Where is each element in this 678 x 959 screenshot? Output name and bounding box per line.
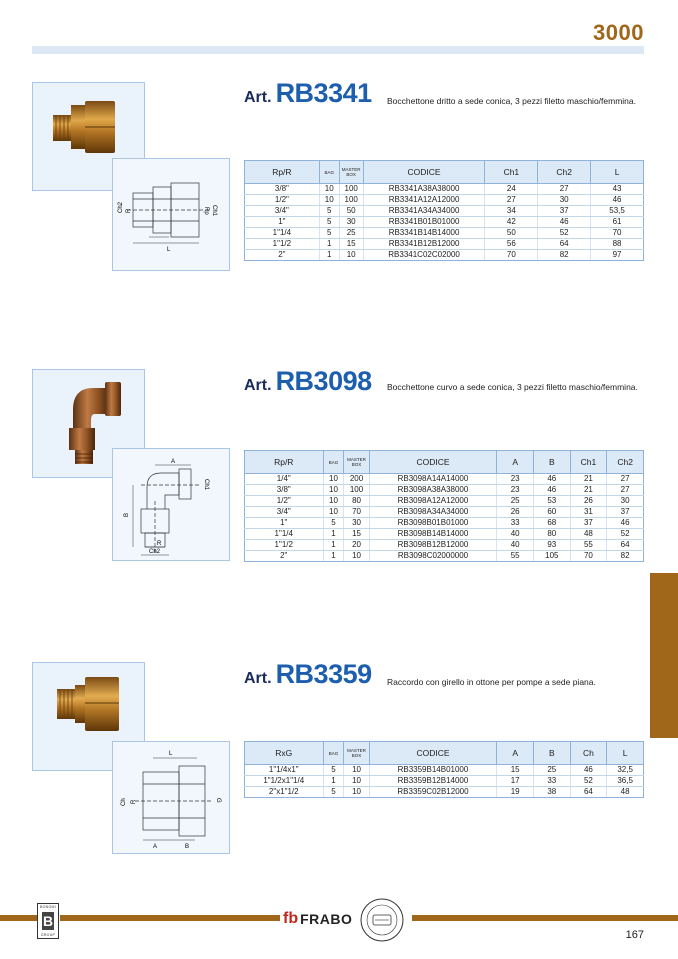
table-cell: RB3341A38A38000 xyxy=(363,184,485,195)
footer-line-mid xyxy=(60,915,280,921)
table-cell: RB3341B12B12000 xyxy=(363,239,485,250)
table-cell: 70 xyxy=(591,228,644,239)
table-cell: 5 xyxy=(319,206,339,217)
table-cell: 46 xyxy=(533,485,570,496)
table-cell: 46 xyxy=(591,195,644,206)
table-cell: 2"x1"1/2 xyxy=(245,787,324,798)
column-header: BAG xyxy=(319,161,339,184)
table-cell: 5 xyxy=(319,217,339,228)
table-cell: 10 xyxy=(323,496,344,507)
table-cell: 37 xyxy=(570,518,607,529)
table-cell: 19 xyxy=(497,787,534,798)
table-cell: 1"1/2x1"1/4 xyxy=(245,776,324,787)
table-cell: 46 xyxy=(570,765,607,776)
table-cell: RB3098A38A38000 xyxy=(369,485,497,496)
side-tab xyxy=(650,573,678,738)
table-cell: 52 xyxy=(570,776,607,787)
table-cell: RB3098B12B12000 xyxy=(369,540,497,551)
column-header: L xyxy=(607,742,644,765)
table-cell: 37 xyxy=(538,206,591,217)
table-cell: 5 xyxy=(323,518,344,529)
table-cell: RB3098A14A14000 xyxy=(369,474,497,485)
table-cell: 64 xyxy=(570,787,607,798)
column-header: MASTER BOX xyxy=(344,451,369,474)
table-cell: 100 xyxy=(344,485,369,496)
table-cell: RB3341C02C02000 xyxy=(363,250,485,261)
drawing-label-ch1: Ch1 xyxy=(203,479,209,491)
table-cell: 1"1/4 xyxy=(245,228,320,239)
page-number: 167 xyxy=(625,929,644,941)
article-description-rb3098: Bocchettone curvo a sede conica, 3 pezzi filetto maschio/femmina. xyxy=(387,382,638,392)
article-code: RB3359 xyxy=(275,659,372,689)
table-cell: 10 xyxy=(344,765,369,776)
technical-drawing-rb3341 xyxy=(112,158,230,271)
table-cell: 97 xyxy=(591,250,644,261)
table-cell: 32,5 xyxy=(607,765,644,776)
table-row xyxy=(245,250,644,261)
drawing-label-g: G xyxy=(215,798,221,803)
table-row xyxy=(245,228,644,239)
table-cell: 23 xyxy=(497,474,534,485)
table-cell: 46 xyxy=(607,518,644,529)
technical-drawing-rb3098 xyxy=(112,448,230,561)
table-cell: 21 xyxy=(570,474,607,485)
table-cell: 1 xyxy=(323,529,344,540)
table-cell: 30 xyxy=(538,195,591,206)
table-cell: 23 xyxy=(497,485,534,496)
table-cell: 50 xyxy=(339,206,363,217)
column-header: CODICE xyxy=(369,451,497,474)
table-cell: RB3359B14B01000 xyxy=(369,765,497,776)
table-cell: 80 xyxy=(533,529,570,540)
drawing-label-a: A xyxy=(153,844,158,850)
table-row xyxy=(245,787,644,798)
drawing-label-ch2: Ch2 xyxy=(149,549,161,555)
table-row xyxy=(245,551,644,562)
column-header: B xyxy=(533,451,570,474)
table-row xyxy=(245,507,644,518)
brand-mark-icon: fb xyxy=(283,910,299,927)
table-cell: RB3341B14B14000 xyxy=(363,228,485,239)
table-cell: 200 xyxy=(344,474,369,485)
table-cell: 10 xyxy=(319,184,339,195)
table-cell: 2" xyxy=(245,551,324,562)
table-cell: 55 xyxy=(570,540,607,551)
table-cell: 27 xyxy=(485,195,538,206)
table-row xyxy=(245,540,644,551)
table-cell: 70 xyxy=(344,507,369,518)
table-cell: 43 xyxy=(591,184,644,195)
table-row xyxy=(245,776,644,787)
table-row xyxy=(245,184,644,195)
table-cell: 46 xyxy=(533,474,570,485)
table-cell: 30 xyxy=(607,496,644,507)
table-cell: 34 xyxy=(485,206,538,217)
table-cell: 55 xyxy=(497,551,534,562)
drawing-label-r: R xyxy=(131,799,137,804)
column-header: CODICE xyxy=(369,742,497,765)
table-row xyxy=(245,239,644,250)
table-cell: 1 xyxy=(323,776,344,787)
table-cell: 5 xyxy=(323,765,344,776)
drawing-label-r: R xyxy=(157,541,162,547)
column-header: RxG xyxy=(245,742,324,765)
table-cell: 100 xyxy=(339,195,363,206)
article-code: RB3341 xyxy=(275,78,372,108)
table-cell: 25 xyxy=(339,228,363,239)
table-cell: 38 xyxy=(533,787,570,798)
table-cell: 80 xyxy=(344,496,369,507)
table-cell: 17 xyxy=(497,776,534,787)
table-cell: 10 xyxy=(344,551,369,562)
column-header: Rp/R xyxy=(245,161,320,184)
table-cell: RB3341A12A12000 xyxy=(363,195,485,206)
series-number: 3000 xyxy=(593,20,644,45)
table-cell: 3/8" xyxy=(245,184,320,195)
column-header: Ch1 xyxy=(570,451,607,474)
table-cell: 33 xyxy=(533,776,570,787)
table-cell: 25 xyxy=(533,765,570,776)
table-cell: 24 xyxy=(485,184,538,195)
table-cell: 37 xyxy=(607,507,644,518)
group-logo-bottom: GROUP xyxy=(40,933,56,937)
table-cell: 1/2" xyxy=(245,195,320,206)
table-cell: 52 xyxy=(607,529,644,540)
table-cell: 21 xyxy=(570,485,607,496)
table-cell: 31 xyxy=(570,507,607,518)
table-cell: 64 xyxy=(607,540,644,551)
article-heading-rb3359 xyxy=(244,659,372,690)
table-cell: 50 xyxy=(485,228,538,239)
table-cell: RB3341B01B01000 xyxy=(363,217,485,228)
table-cell: 1 xyxy=(319,250,339,261)
column-header: CODICE xyxy=(363,161,485,184)
article-description-rb3341: Bocchettone dritto a sede conica, 3 pezzi filetto maschio/femmina. xyxy=(387,96,636,106)
table-cell: 27 xyxy=(538,184,591,195)
table-cell: 10 xyxy=(323,474,344,485)
table-cell: 3/4" xyxy=(245,507,324,518)
group-logo xyxy=(37,903,59,939)
table-cell: RB3098B01B01000 xyxy=(369,518,497,529)
brand-logo xyxy=(283,910,352,928)
table-cell: 15 xyxy=(339,239,363,250)
table-cell: 1"1/4 xyxy=(245,529,324,540)
article-prefix: Art. xyxy=(244,89,272,106)
article-heading-rb3341 xyxy=(244,78,372,109)
table-row xyxy=(245,496,644,507)
table-cell: 30 xyxy=(344,518,369,529)
table-cell: 105 xyxy=(533,551,570,562)
table-cell: 10 xyxy=(323,507,344,518)
spec-table-rb3098 xyxy=(244,450,644,562)
table-cell: 2" xyxy=(245,250,320,261)
table-cell: RB3359B12B14000 xyxy=(369,776,497,787)
group-logo-top: BONOMI xyxy=(40,905,56,909)
table-cell: 20 xyxy=(344,540,369,551)
table-cell: 10 xyxy=(344,787,369,798)
drawing-label-rp: Rp xyxy=(203,207,209,215)
table-cell: 27 xyxy=(607,474,644,485)
table-cell: 100 xyxy=(339,184,363,195)
table-row xyxy=(245,206,644,217)
table-cell: 93 xyxy=(533,540,570,551)
column-header: BAG xyxy=(323,742,344,765)
column-header: Ch xyxy=(570,742,607,765)
drawing-label-ch: Ch xyxy=(121,798,127,806)
footer-line-right xyxy=(412,915,678,921)
technical-drawing-rb3359 xyxy=(112,741,230,854)
table-cell: 64 xyxy=(538,239,591,250)
spec-table-rb3359 xyxy=(244,741,644,798)
table-cell: 53,5 xyxy=(591,206,644,217)
table-cell: 48 xyxy=(570,529,607,540)
group-logo-letter: B xyxy=(42,913,54,929)
table-row xyxy=(245,485,644,496)
table-cell: 1/2" xyxy=(245,496,324,507)
table-cell: 82 xyxy=(538,250,591,261)
table-cell: 1"1/4x1" xyxy=(245,765,324,776)
column-header: BAG xyxy=(323,451,344,474)
table-cell: 36,5 xyxy=(607,776,644,787)
header-bar xyxy=(32,46,644,54)
table-cell: 82 xyxy=(607,551,644,562)
table-cell: 5 xyxy=(319,228,339,239)
table-cell: 26 xyxy=(570,496,607,507)
table-cell: 33 xyxy=(497,518,534,529)
table-cell: 25 xyxy=(497,496,534,507)
table-cell: 10 xyxy=(339,250,363,261)
table-cell: 27 xyxy=(607,485,644,496)
column-header: MASTER BOX xyxy=(339,161,363,184)
table-cell: RB3341A34A34000 xyxy=(363,206,485,217)
drawing-label-r: R xyxy=(126,208,132,213)
drawing-label-a: A xyxy=(171,459,176,465)
drawing-label-ch2: Ch2 xyxy=(118,201,124,213)
brand-name: FRABO xyxy=(300,911,353,927)
column-header: Ch1 xyxy=(485,161,538,184)
table-cell: 10 xyxy=(319,195,339,206)
table-cell: 56 xyxy=(485,239,538,250)
table-cell: 61 xyxy=(591,217,644,228)
table-cell: 10 xyxy=(344,776,369,787)
table-row xyxy=(245,195,644,206)
table-cell: 15 xyxy=(344,529,369,540)
certification-seal-icon xyxy=(359,897,405,943)
table-cell: 60 xyxy=(533,507,570,518)
drawing-label-l: L xyxy=(167,247,171,253)
table-cell: 48 xyxy=(607,787,644,798)
article-code: RB3098 xyxy=(275,366,372,396)
table-row xyxy=(245,529,644,540)
table-cell: RB3098B14B14000 xyxy=(369,529,497,540)
table-row xyxy=(245,518,644,529)
table-cell: 1" xyxy=(245,518,324,529)
column-header: A xyxy=(497,742,534,765)
column-header: L xyxy=(591,161,644,184)
table-cell: 70 xyxy=(485,250,538,261)
table-cell: 1/4" xyxy=(245,474,324,485)
table-cell: RB3098C02000000 xyxy=(369,551,497,562)
article-prefix: Art. xyxy=(244,377,272,394)
table-cell: 26 xyxy=(497,507,534,518)
column-header: Ch2 xyxy=(607,451,644,474)
table-cell: 30 xyxy=(339,217,363,228)
table-cell: RB3359C02B12000 xyxy=(369,787,497,798)
article-description-rb3359: Raccordo con girello in ottone per pompe a sede piana. xyxy=(387,677,596,687)
table-cell: 5 xyxy=(323,787,344,798)
drawing-label-l: L xyxy=(169,751,173,757)
column-header: Rp/R xyxy=(245,451,324,474)
table-cell: 53 xyxy=(533,496,570,507)
table-cell: 3/8" xyxy=(245,485,324,496)
table-cell: 15 xyxy=(497,765,534,776)
table-cell: 42 xyxy=(485,217,538,228)
table-cell: RB3098A12A12000 xyxy=(369,496,497,507)
column-header: A xyxy=(497,451,534,474)
drawing-label-b: B xyxy=(124,512,130,517)
column-header: B xyxy=(533,742,570,765)
table-cell: 10 xyxy=(323,485,344,496)
column-header: MASTER BOX xyxy=(344,742,369,765)
table-cell: 1 xyxy=(323,540,344,551)
table-row xyxy=(245,217,644,228)
table-cell: 1 xyxy=(323,551,344,562)
table-cell: 1"1/2 xyxy=(245,239,320,250)
table-cell: 52 xyxy=(538,228,591,239)
table-cell: 3/4" xyxy=(245,206,320,217)
drawing-label-ch1: Ch1 xyxy=(211,205,217,217)
table-cell: 46 xyxy=(538,217,591,228)
footer-line-left xyxy=(0,915,37,921)
table-cell: 70 xyxy=(570,551,607,562)
table-cell: 1 xyxy=(319,239,339,250)
table-cell: 1"1/2 xyxy=(245,540,324,551)
table-cell: 40 xyxy=(497,529,534,540)
table-cell: 1" xyxy=(245,217,320,228)
table-row xyxy=(245,765,644,776)
spec-table-rb3341 xyxy=(244,160,644,261)
table-cell: RB3098A34A34000 xyxy=(369,507,497,518)
table-cell: 88 xyxy=(591,239,644,250)
drawing-label-b: B xyxy=(185,844,190,850)
column-header: Ch2 xyxy=(538,161,591,184)
article-prefix: Art. xyxy=(244,670,272,687)
table-cell: 68 xyxy=(533,518,570,529)
article-heading-rb3098 xyxy=(244,366,372,397)
table-row xyxy=(245,474,644,485)
table-cell: 40 xyxy=(497,540,534,551)
